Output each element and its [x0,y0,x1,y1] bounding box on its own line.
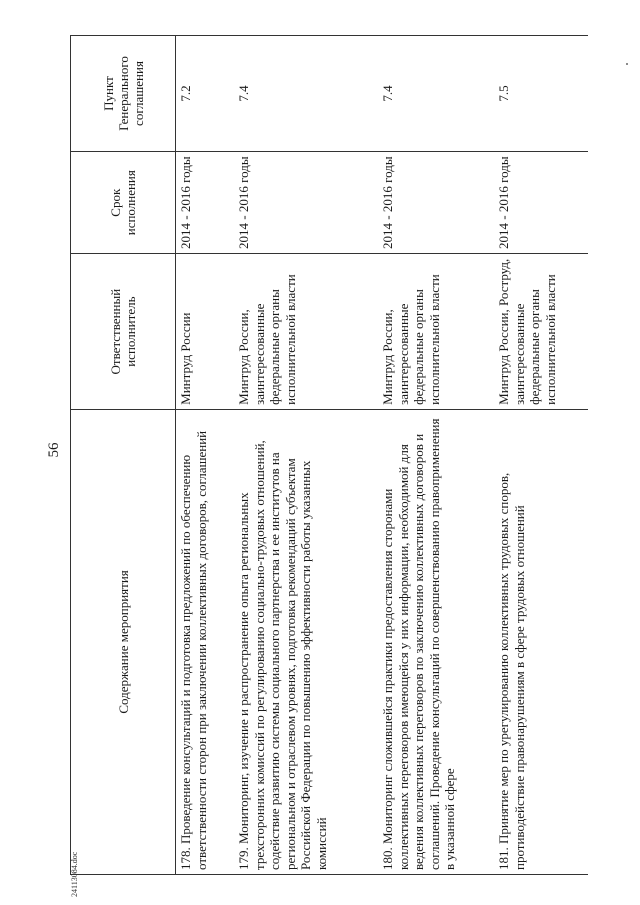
table-row [378,36,494,875]
header-term: Срок исполнения [71,152,176,254]
row-term: 2014 - 2016 годы [378,152,494,254]
row-executor: Минтруд России [176,254,235,409]
row-content-text: Принятие мер по урегулированию коллективных трудовых споров, противодействие правонарушениям в сфере трудовых отношений [496,472,527,870]
row-clause: 7.2 [176,36,235,152]
row-number: 180. [380,847,395,870]
page-number: 56 [46,442,62,458]
table-header-row [71,36,176,875]
document-footer: 24113084.doc [70,851,79,897]
table-row [494,36,588,875]
row-content [378,409,494,874]
scan-speck [626,63,628,65]
row-term: 2014 - 2016 годы [494,152,588,254]
row-number: 181. [496,847,511,870]
row-term: 2014 - 2016 годы [176,152,235,254]
table-row [176,36,235,875]
header-clause: Пункт Генерального соглашения [71,36,176,152]
row-content-text: Мониторинг, изучение и распространение опыта региональных трехсторонних комиссий по регулированию социально-трудовых отношений, содействие развитию системы социального партнерства и ее институтов на региональном и отраслевом уровнях, подготовка рекомендаций субъектам Российской Федерации по повышению эффективности работы указанных комиссий [236,440,329,870]
row-clause: 7.4 [234,36,378,152]
header-content: Содержание мероприятия [71,409,176,874]
row-content [494,409,588,874]
row-executor: Минтруд России, Роструд, заинтересованные федеральные органы исполнительной власти [494,254,588,409]
row-content-text: Проведение консультаций и подготовка предложений по обеспечению ответственности сторон при заключении коллективных договоров, соглашений [178,430,209,870]
row-executor: Минтруд России, заинтересованные федеральные органы исполнительной власти [378,254,494,409]
row-executor: Минтруд России, заинтересованные федеральные органы исполнительной власти [234,254,378,409]
row-content-text: Мониторинг сложившейся практики предоставления сторонами коллективных переговоров имеющейся у них информации, необходимой для ведения коллективных переговоров по заключению коллективных договоров и соглашений. Проведение консультаций по совершенствованию правоприменения в указанной сфере [380,418,457,870]
header-executor: Ответственный исполнитель [71,254,176,409]
row-clause: 7.5 [494,36,588,152]
row-content [176,409,235,874]
row-number: 179. [236,847,251,870]
row-number: 178. [178,847,193,870]
table-row [234,36,378,875]
row-content [234,409,378,874]
row-term: 2014 - 2016 годы [234,152,378,254]
measures-table [70,35,588,875]
row-clause: 7.4 [378,36,494,152]
